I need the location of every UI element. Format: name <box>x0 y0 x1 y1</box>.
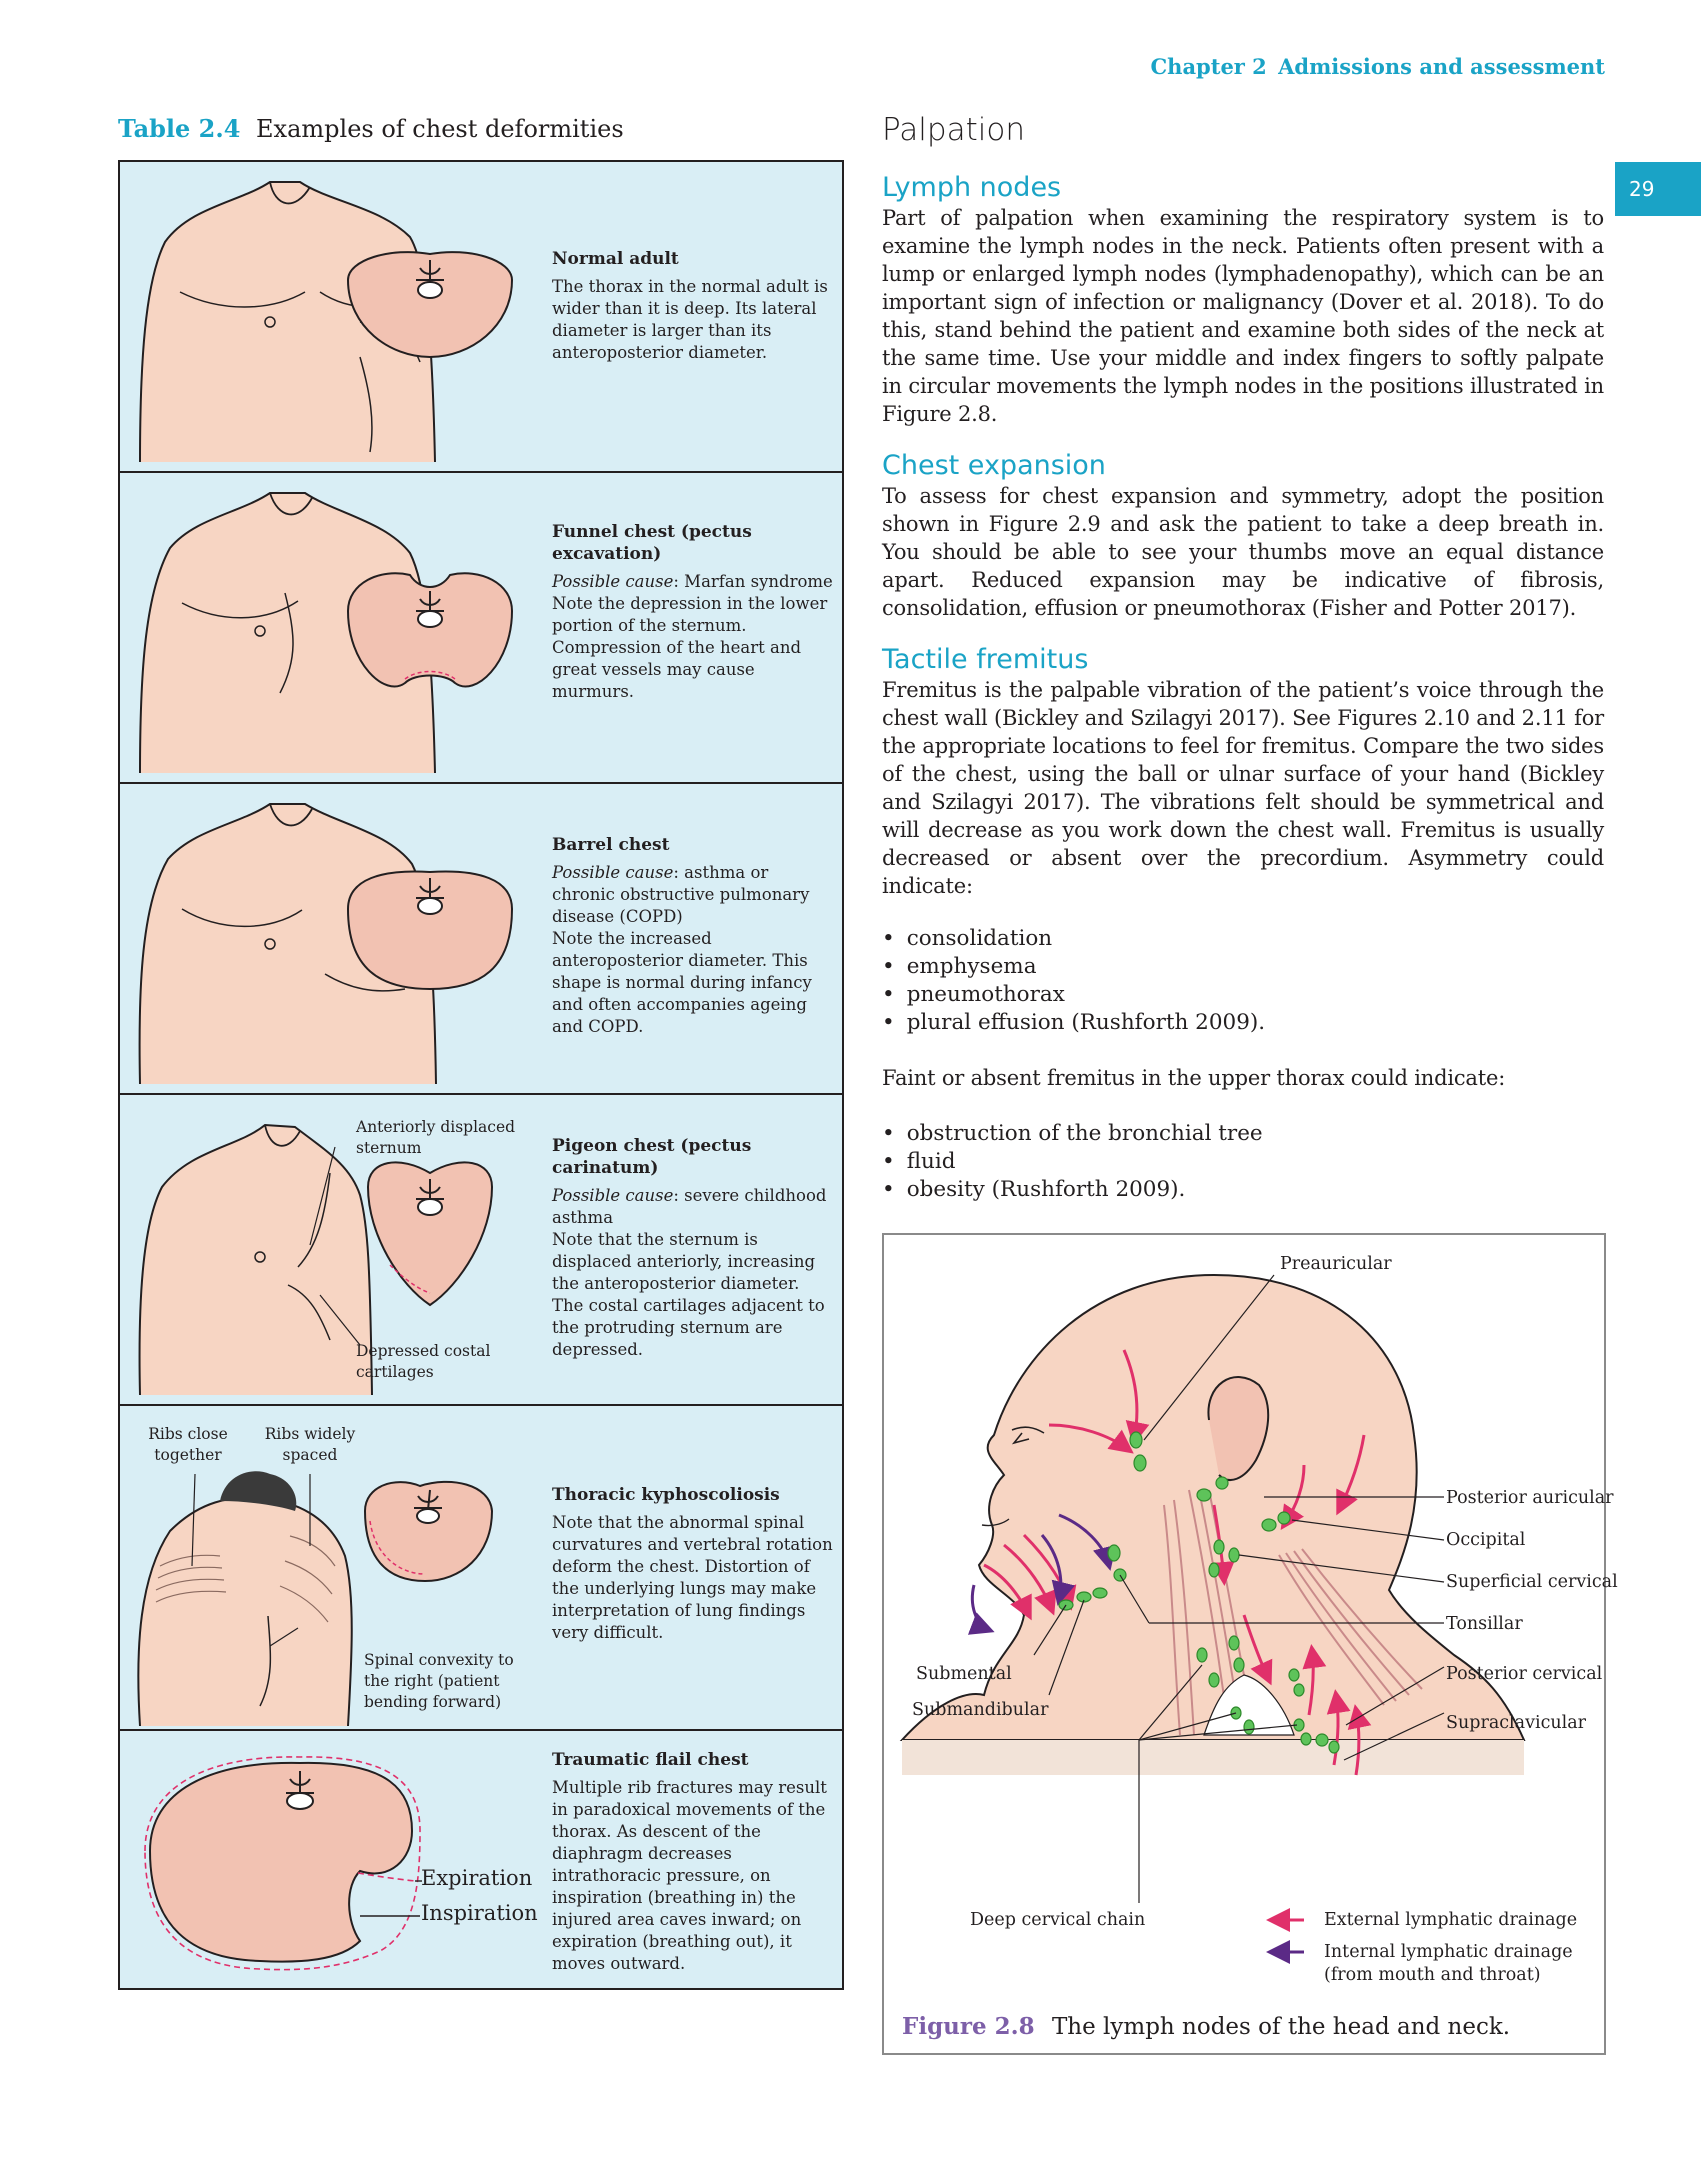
row-cause: : severe childhood asthma <box>552 1186 827 1227</box>
legend-internal-drainage: Internal lymphatic drainage <box>1324 1942 1573 1962</box>
subheading-tactile-fremitus: Tactile fremitus <box>882 644 1089 675</box>
section-tactile-fremitus <box>882 644 1604 900</box>
page-number-tab: 29 <box>1615 162 1701 216</box>
row-title: Thoracic kyphoscoliosis <box>552 1485 780 1505</box>
row-title: Barrel chest <box>552 835 670 855</box>
row-text-pigeon-chest <box>552 1135 834 1361</box>
legend-external-drainage: External lymphatic drainage <box>1324 1910 1578 1930</box>
row-body: Note that the sternum is displaced anteriorly, increasing the anteroposterior diameter. The costal cartilages adjacent to the protruding sternum are depressed. <box>552 1230 825 1359</box>
row-title: Funnel chest (pectus excavation) <box>552 522 752 564</box>
bullet-list-faint <box>882 1120 1604 1204</box>
row-body: The thorax in the normal adult is wider than it is deep. Its lateral diameter is larger than its anteroposterior diameter. <box>552 277 828 362</box>
barrel-chest-illustration <box>120 784 550 1093</box>
row-cause-label: Possible cause <box>552 1186 674 1205</box>
row-text-flail-chest <box>552 1749 834 1975</box>
row-cause-label: Possible cause <box>552 863 674 882</box>
chapter-title: Admissions and assessment <box>1278 54 1605 79</box>
label-superficial-cervical: Superficial cervical <box>1446 1572 1618 1592</box>
label-inspiration: Inspiration <box>421 1901 538 1925</box>
table-row-kyphoscoliosis <box>120 1406 842 1731</box>
row-cause: : Marfan syndrome <box>673 572 833 591</box>
label-tonsillar: Tonsillar <box>1446 1614 1523 1634</box>
table-row-normal-adult <box>120 162 842 473</box>
row-title: Pigeon chest (pectus carinatum) <box>552 1136 752 1178</box>
paragraph-lymph-nodes: Part of palpation when examining the respiratory system is to examine the lymph nodes in the neck. Patients often present with a lump or enlarged lymph nodes (lymphadenopathy), which can be an important sign of infection or malignancy (Dover et al. 2018). To do this, stand behind the patient and examine both sides of the neck at the same time. Use your middle and index fingers to softly palpate in circular movements the lymph nodes in the positions illustrated in Figure 2.8. <box>882 206 1604 426</box>
table-title <box>118 114 624 143</box>
funnel-chest-illustration <box>120 473 550 782</box>
figure-caption-text: The lymph nodes of the head and neck. <box>1051 2014 1511 2040</box>
label-posterior-auricular: Posterior auricular <box>1446 1488 1614 1508</box>
figure-lymph-nodes <box>882 1233 1618 2055</box>
table-caption: Examples of chest deformities <box>256 115 624 143</box>
label-depressed-costal-cartilages: Depressed costal cartilages <box>356 1342 491 1381</box>
row-text-kyphoscoliosis <box>552 1484 834 1644</box>
bullet-list-asymmetry <box>882 925 1604 1037</box>
table-row-flail-chest <box>120 1731 842 1988</box>
list-item: • consolidation <box>882 925 1604 953</box>
figure-caption <box>902 2013 1510 2040</box>
subheading-lymph-nodes: Lymph nodes <box>882 172 1062 203</box>
legend-internal-drainage-note: (from mouth and throat) <box>1324 1965 1541 1985</box>
row-body: Note the depression in the lower portion of the sternum. Compression of the heart and great vessels may cause murmurs. <box>552 594 828 701</box>
label-submental: Submental <box>916 1664 1012 1684</box>
list-item: • plural effusion (Rushforth 2009). <box>882 1009 1604 1037</box>
running-header <box>1150 54 1605 79</box>
label-spinal-convexity: Spinal convexity to the right (patient bending forward) <box>364 1651 514 1711</box>
row-body: Note the increased anteroposterior diameter. This shape is normal during infancy and often accompanies ageing and COPD. <box>552 929 812 1036</box>
row-text-barrel-chest <box>552 834 834 1038</box>
label-deep-cervical-chain: Deep cervical chain <box>970 1910 1146 1930</box>
list-item: • obstruction of the bronchial tree <box>882 1120 1604 1148</box>
table-label: Table 2.4 <box>118 114 241 143</box>
row-cause: : asthma or chronic obstructive pulmonary disease (COPD) <box>552 863 810 926</box>
table-row-barrel-chest <box>120 784 842 1095</box>
chapter-number: Chapter 2 <box>1150 54 1267 79</box>
paragraph-faint-fremitus: Faint or absent fremitus in the upper thorax could indicate: <box>882 1066 1506 1090</box>
paragraph-chest-expansion: To assess for chest expansion and symmetry, adopt the position shown in Figure 2.9 and ask the patient to take a deep breath in. You should be able to see your thumbs move an equal distance apart. Reduced expansion may be indicative of fibrosis, consolidation, effusion or pneumothorax (Fisher and Potter 2017). <box>882 484 1604 620</box>
table-row-funnel-chest <box>120 473 842 784</box>
list-item: • pneumothorax <box>882 981 1604 1009</box>
label-ribs-widely-spaced: Ribs widely spaced <box>264 1425 356 1464</box>
label-submandibular: Submandibular <box>912 1700 1049 1720</box>
subheading-chest-expansion: Chest expansion <box>882 450 1106 481</box>
row-body: Multiple rib fractures may result in paradoxical movements of the thorax. As descent of the diaphragm decreases intrathoracic pressure, on inspiration (breathing in) the injured area caves inward; on expiration (breathing out), it moves outward. <box>552 1778 827 1973</box>
row-cause-label: Possible cause <box>552 572 674 591</box>
section-lymph-nodes <box>882 172 1604 428</box>
label-posterior-cervical: Posterior cervical <box>1446 1664 1603 1684</box>
label-ribs-close-together: Ribs close together <box>148 1425 228 1464</box>
row-body: Note that the abnormal spinal curvatures and vertebral rotation deform the chest. Distortion of the underlying lungs may make interpretation of lung findings very difficult. <box>552 1513 833 1642</box>
normal-adult-illustration <box>120 162 550 471</box>
label-supraclavicular: Supraclavicular <box>1446 1713 1587 1733</box>
label-preauricular: Preauricular <box>1280 1254 1392 1274</box>
paragraph-tactile-fremitus: Fremitus is the palpable vibration of the patient’s voice through the chest wall (Bickley and Szilagyi 2017). See Figures 2.10 and 2.11 for the appropriate locations to feel for fremitus. Compare the two sides of the chest, using the ball or ulnar surface of your hand (Bickley and Szilagyi 2017). The vibrations felt should be symmetrical and will decrease as you work down the chest wall. Fremitus is usually decreased or absent over the precordium. Asymmetry could indicate: <box>882 678 1604 898</box>
row-text-funnel-chest <box>552 521 834 703</box>
chest-deformities-table <box>118 160 844 1990</box>
label-occipital: Occipital <box>1446 1530 1526 1550</box>
row-title: Normal adult <box>552 249 679 269</box>
row-title: Traumatic flail chest <box>552 1750 749 1770</box>
list-item: • obesity (Rushforth 2009). <box>882 1176 1604 1204</box>
list-item: • emphysema <box>882 953 1604 981</box>
table-row-pigeon-chest <box>120 1095 842 1406</box>
flail-chest-illustration <box>120 1731 550 1986</box>
label-expiration: Expiration <box>421 1866 533 1890</box>
section-chest-expansion <box>882 450 1604 622</box>
section-heading-palpation: Palpation <box>882 112 1025 148</box>
figure-number: Figure 2.8 <box>902 2013 1035 2040</box>
row-text-normal-adult <box>552 248 834 364</box>
list-item: • fluid <box>882 1148 1604 1176</box>
label-anteriorly-displaced-sternum: Anteriorly displaced sternum <box>356 1118 516 1157</box>
